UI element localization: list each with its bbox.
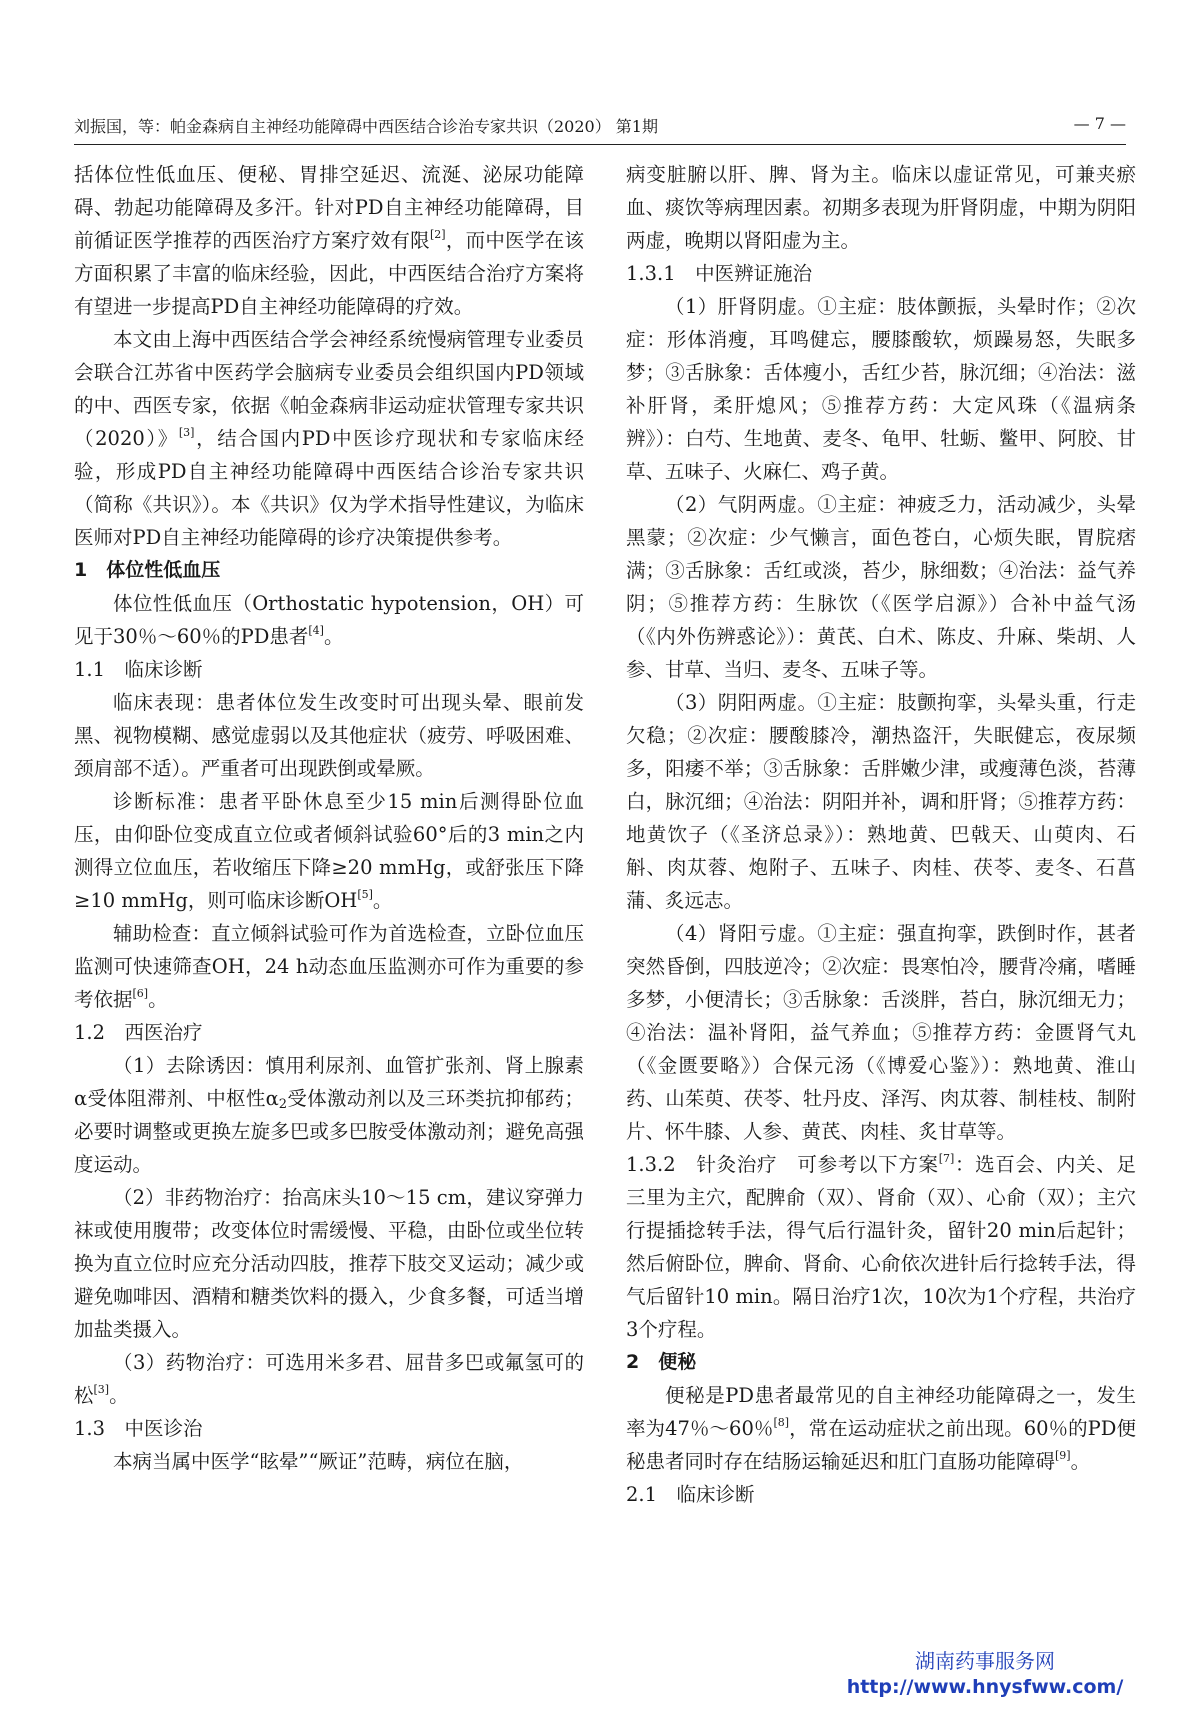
paragraph: （2）气阴两虚。①主症：神疲乏力，活动减少，头晕黑蒙；②次症：少气懒言，面色苍白，心烦失眠，胃脘痞满；③舌脉象：舌红或淡，苔少，脉细数；④治法：益气养阴；⑤推荐方药：生脉饮（《医学启源》）合补中益气汤（《内外伤辨惑论》）：黄芪、白术、陈皮、升麻、柴胡、人参、甘草、当归、麦冬、五味子等。 bbox=[626, 493, 1136, 681]
watermark-url[interactable]: http://www.hnysfww.com/ bbox=[846, 1676, 1124, 1698]
paragraph: （1）肝肾阴虚。①主症：肢体颤振，头晕时作；②次症：形体消瘦，耳鸣健忘，腰膝酸软，烦躁易怒，失眠多梦；③舌脉象：舌体瘦小，舌红少苔，脉沉细；④治法：滋补肝肾，柔肝熄风；⑤推荐方药：大定风珠（《温病条辨》）：白芍、生地黄、麦冬、龟甲、牡蛎、鳖甲、阿胶、甘草、五味子、火麻仁、鸡子黄。 bbox=[626, 295, 1136, 483]
citation: [8] bbox=[773, 1416, 790, 1429]
paragraph: （3）药物治疗：可选用米多君、屈昔多巴或氟氢可的松[3]。 bbox=[74, 1351, 584, 1407]
citation: [6] bbox=[132, 987, 149, 1000]
running-header bbox=[74, 110, 1126, 145]
left-column bbox=[74, 158, 584, 1478]
citation: [7] bbox=[938, 1152, 955, 1165]
subsection-heading: 1.1 临床诊断 bbox=[74, 658, 203, 681]
paragraph: 1.3.2 针灸治疗 可参考以下方案[7]：选百会、内关、足三里为主穴，配脾俞（双）、肾俞（双）、心俞（双）；主穴行提插捻转手法，得气后行温针灸，留针20 min后起针；然后俯卧位，脾俞、肾俞、心俞依次进针后行捻转手法，得气后留针10 min。隔日治疗1次，10次为1个疗程，共治疗3个疗程。 bbox=[626, 1152, 1136, 1341]
paragraph: 辅助检查：直立倾斜试验可作为首选检查，立卧位血压监测可快速筛查OH，24 h动态血压监测亦可作为重要的参考依据[6]。 bbox=[74, 922, 584, 1011]
subscript: 2 bbox=[278, 1097, 288, 1112]
paragraph: （3）阴阳两虚。①主症：肢颤拘挛，头晕头重，行走欠稳；②次症：腰酸膝冷，潮热盗汗，失眠健忘，夜尿频多，阳痿不举；③舌脉象：舌胖嫩少津，或瘦薄色淡，苔薄白，脉沉细；④治法：阴阳并补，调和肝肾；⑤推荐方药：地黄饮子（《圣济总录》）：熟地黄、巴戟天、山萸肉、石斛、肉苁蓉、炮附子、五味子、肉桂、茯苓、麦冬、石菖蒲、炙远志。 bbox=[626, 691, 1136, 912]
subsection-heading: 1.3.1 中医辨证施治 bbox=[626, 262, 813, 285]
citation: [3] bbox=[93, 1383, 110, 1396]
paragraph: 本病当属中医学“眩晕”“厥证”范畴，病位在脑， bbox=[113, 1450, 524, 1473]
paragraph: 体位性低血压（Orthostatic hypotension，OH）可见于30％～60％的PD患者[4]。 bbox=[74, 592, 584, 648]
paragraph: （4）肾阳亏虚。①主症：强直拘挛，跌倒时作，甚者突然昏倒，四肢逆冷；②次症：畏寒怕冷，腰背冷痛，嗜睡多梦，小便清长；③舌脉象：舌淡胖，苔白，脉沉细无力；④治法：温补肾阳，益气养血；⑤推荐方药：金匮肾气丸（《金匮要略》）合保元汤（《博爱心鉴》）：熟地黄、淮山药、山茱萸、茯苓、牡丹皮、泽泻、肉苁蓉、制桂枝、制附片、怀牛膝、人参、黄芪、肉桂、炙甘草等。 bbox=[626, 922, 1136, 1143]
paragraph: 诊断标准：患者平卧休息至少15 min后测得卧位血压，由仰卧位变成直立位或者倾斜试验60°后的3 min之内测得立位血压，若收缩压下降≥20 mmHg，或舒张压下降≥10 mmHg，则可临床诊断OH[5]。 bbox=[74, 790, 584, 912]
paragraph: 临床表现：患者体位发生改变时可出现头晕、眼前发黑、视物模糊、感觉虚弱以及其他症状（疲劳、呼吸困难、颈肩部不适）。严重者可出现跌倒或晕厥。 bbox=[74, 691, 584, 780]
watermark bbox=[820, 1648, 1150, 1700]
subsection-heading: 1.2 西医治疗 bbox=[74, 1021, 203, 1044]
paragraph: 本文由上海中西医结合学会神经系统慢病管理专业委员会联合江苏省中医药学会脑病专业委员会组织国内PD领域的中、西医专家，依据《帕金森病非运动症状管理专家共识（2020）》[3]，结合国内PD中医诊疗现状和专家临床经验，形成PD自主神经功能障碍中西医结合诊治专家共识（简称《共识》）。本《共识》仅为学术指导性建议，为临床医师对PD自主神经功能障碍的诊疗决策提供参考。 bbox=[74, 328, 584, 549]
paragraph: 括体位性低血压、便秘、胃排空延迟、流涎、泌尿功能障碍、勃起功能障碍及多汗。针对PD自主神经功能障碍，目前循证医学推荐的西医治疗方案疗效有限[2]，而中医学在该方面积累了丰富的临床经验，因此，中西医结合治疗方案将有望进一步提高PD自主神经功能障碍的疗效。 bbox=[74, 163, 584, 318]
section-heading: 2 便秘 bbox=[626, 1351, 697, 1373]
watermark-title: 湖南药事服务网 bbox=[915, 1649, 1055, 1673]
paragraph: （1）去除诱因：慎用利尿剂、血管扩张剂、肾上腺素α受体阻滞剂、中枢性$\alpha_2$受体激动剂以及三环类抗抑郁药；必要时调整或更换左旋多巴或多巴胺受体激动剂；避免高强度运动。 bbox=[74, 1054, 584, 1176]
citation: [4] bbox=[308, 624, 324, 637]
subsection-heading: 2.1 临床诊断 bbox=[626, 1483, 755, 1506]
subsection-heading: 1.3 中医诊治 bbox=[74, 1417, 203, 1440]
paragraph: （2）非药物治疗：抬高床头10～15 cm，建议穿弹力袜或使用腹带；改变体位时需缓慢、平稳，由卧位或坐位转换为直立位时应充分活动四肢，推荐下肢交叉运动；减少或避免咖啡因、酒精和糖类饮料的摄入，少食多餐，可适当增加盐类摄入。 bbox=[74, 1186, 584, 1341]
paragraph: 病变脏腑以肝、脾、肾为主。临床以虚证常见，可兼夹瘀血、痰饮等病理因素。初期多表现为肝肾阴虚，中期为阴阳两虚，晚期以肾阳虚为主。 bbox=[626, 163, 1136, 252]
right-column bbox=[626, 158, 1136, 1511]
page-number: — 7 — bbox=[1073, 114, 1126, 133]
citation: [3] bbox=[178, 426, 195, 439]
citation: [9] bbox=[1055, 1449, 1071, 1462]
running-title: 刘振国，等：帕金森病自主神经功能障碍中西医结合诊治专家共识（2020） 第1期 bbox=[74, 117, 658, 136]
paragraph: 便秘是PD患者最常见的自主神经功能障碍之一，发生率为47％～60％[8]，常在运动症状之前出现。60％的PD便秘患者同时存在结肠运输延迟和肛门直肠功能障碍[9]。 bbox=[626, 1384, 1136, 1473]
citation: [2] bbox=[429, 228, 446, 241]
section-heading: 1 体位性低血压 bbox=[74, 559, 221, 581]
citation: [5] bbox=[357, 888, 373, 901]
